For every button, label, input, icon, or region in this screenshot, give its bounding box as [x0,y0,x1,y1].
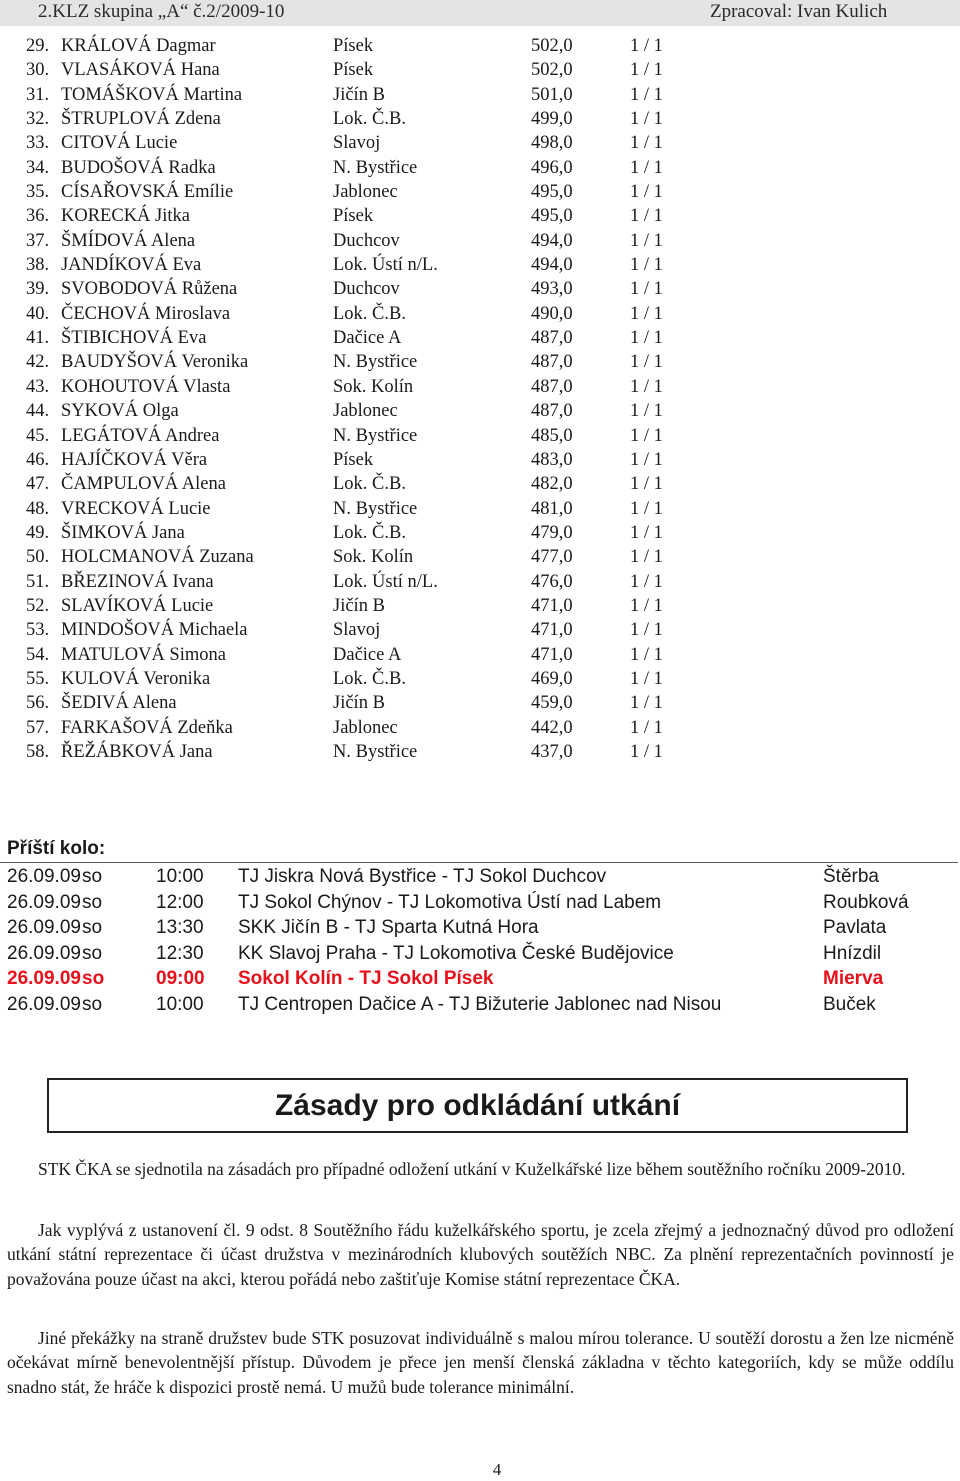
player-name: ČAMPULOVÁ Alena [61,474,226,495]
header-left: 2.KLZ skupina „A“ č.2/2009-10 [38,1,285,22]
player-score: 495,0 [531,182,573,203]
player-name: ŠTRUPLOVÁ Zdena [61,109,221,130]
rules-paragraph-2 [7,1218,954,1291]
player-rank: 48. [26,498,50,519]
match-day: so [82,993,103,1015]
match-date: 26.09.09 [7,968,81,990]
player-score: 471,0 [531,620,573,641]
player-club: Dačice A [333,328,402,349]
player-name: JANDÍKOVÁ Eva [61,255,202,276]
player-name: ŠEDIVÁ Alena [61,693,177,714]
player-club: Lok. Č.B. [333,474,406,495]
match-teams: Sokol Kolín - TJ Sokol Písek [238,968,494,990]
player-club: Dačice A [333,644,402,665]
match-referee: Roubková [823,891,909,913]
player-ratio: 1 / 1 [630,182,663,203]
player-name: SLAVÍKOVÁ Lucie [61,595,214,616]
player-score: 479,0 [531,522,573,543]
next-round-matches [0,866,958,1020]
player-rank: 52. [26,595,50,616]
player-row [0,669,720,693]
player-row [0,158,720,182]
player-ratio: 1 / 1 [630,206,663,227]
player-score: 494,0 [531,255,573,276]
player-rank: 38. [26,255,50,276]
player-name: ŠTIBICHOVÁ Eva [61,328,207,349]
player-ratio: 1 / 1 [630,133,663,154]
player-name: ČECHOVÁ Miroslava [61,303,231,324]
player-row [0,255,720,279]
player-name: ŘEŽÁBKOVÁ Jana [61,741,213,762]
player-row [0,450,720,474]
match-referee: Hnízdil [823,942,882,964]
player-row [0,547,720,571]
player-name: BUDOŠOVÁ Radka [61,157,216,178]
player-score: 459,0 [531,693,573,714]
player-row [0,133,720,157]
player-ratio: 1 / 1 [630,595,663,616]
player-club: Duchcov [333,230,400,251]
player-name: CÍSAŘOVSKÁ Emílie [61,182,234,203]
player-name: SYKOVÁ Olga [61,401,179,422]
player-results-list [0,36,720,766]
player-name: VLASÁKOVÁ Hana [61,60,220,81]
player-club: Písek [333,36,374,56]
player-ratio: 1 / 1 [630,401,663,422]
player-name: MINDOŠOVÁ Michaela [61,620,248,641]
match-day: so [82,866,103,887]
player-name: MATULOVÁ Simona [61,644,226,665]
match-referee: Pavlata [823,917,887,939]
player-club: Lok. Ústí n/L. [333,255,438,276]
rules-paragraph-2-text: Jak vyplývá z ustanovení čl. 9 odst. 8 Soutěžního řádu kuželkářského sportu, je zcela zřejmý a jednoznačný důvod pro odložení utkání státní reprezentace či účast družstva v mezinárodních klubových soutěžích NBC. Za plnění reprezentačních povinností je považována pouze účast na akci, kterou pořádá nebo zaštiťuje Komise státní reprezentace ČKA. [7,1220,954,1289]
player-club: Lok. Č.B. [333,668,406,689]
player-rank: 34. [26,157,50,178]
player-row [0,231,720,255]
player-row [0,352,720,376]
page-number: 4 [492,1460,502,1479]
player-name: TOMÁŠKOVÁ Martina [61,84,243,105]
player-ratio: 1 / 1 [630,279,663,300]
player-rank: 33. [26,133,50,154]
player-row [0,474,720,498]
player-name: ŠIMKOVÁ Jana [61,522,185,543]
player-ratio: 1 / 1 [630,157,663,178]
page-header [0,0,960,26]
player-row [0,718,720,742]
match-row [0,892,958,918]
player-row [0,572,720,596]
match-row [0,943,958,969]
player-rank: 49. [26,522,50,543]
player-rank: 40. [26,303,50,324]
player-ratio: 1 / 1 [630,547,663,568]
player-club: N. Bystřice [333,741,418,762]
player-rank: 53. [26,620,50,641]
match-referee: Buček [823,993,876,1015]
player-name: BŘEZINOVÁ Ivana [61,571,214,592]
player-club: N. Bystřice [333,157,418,178]
player-row [0,499,720,523]
player-score: 483,0 [531,449,573,470]
player-rank: 39. [26,279,50,300]
player-name: LEGÁTOVÁ Andrea [61,425,220,446]
player-rank: 56. [26,693,50,714]
player-score: 502,0 [531,36,573,56]
player-rank: 54. [26,644,50,665]
player-club: Lok. Č.B. [333,303,406,324]
player-row [0,523,720,547]
player-rank: 30. [26,60,50,81]
match-time: 12:30 [156,942,204,964]
player-score: 496,0 [531,157,573,178]
player-club: N. Bystřice [333,498,418,519]
player-club: Duchcov [333,279,400,300]
player-ratio: 1 / 1 [630,741,663,762]
player-score: 476,0 [531,571,573,592]
player-score: 482,0 [531,474,573,495]
player-name: HAJÍČKOVÁ Věra [61,449,208,470]
player-ratio: 1 / 1 [630,230,663,251]
player-name: CITOVÁ Lucie [61,133,178,154]
player-rank: 41. [26,328,50,349]
player-score: 490,0 [531,303,573,324]
player-ratio: 1 / 1 [630,352,663,373]
player-ratio: 1 / 1 [630,693,663,714]
player-club: Lok. Č.B. [333,522,406,543]
match-teams: SKK Jičín B - TJ Sparta Kutná Hora [238,917,539,939]
player-ratio: 1 / 1 [630,717,663,738]
player-score: 493,0 [531,279,573,300]
player-name: VRECKOVÁ Lucie [61,498,211,519]
player-row [0,36,720,60]
rules-paragraph-1 [7,1157,954,1181]
player-rank: 47. [26,474,50,495]
next-round-title: Příští kolo: [7,838,106,859]
player-club: Jablonec [333,182,398,203]
player-name: KORECKÁ Jitka [61,206,190,227]
player-club: Sok. Kolín [333,547,414,568]
player-club: Písek [333,60,374,81]
match-day: so [82,968,105,990]
player-name: KOHOUTOVÁ Vlasta [61,376,231,397]
player-row [0,182,720,206]
match-referee: Mierva [823,968,884,990]
player-score: 487,0 [531,328,573,349]
player-score: 499,0 [531,109,573,130]
player-ratio: 1 / 1 [630,255,663,276]
player-name: HOLCMANOVÁ Zuzana [61,547,254,568]
match-date: 26.09.09 [7,917,81,939]
player-score: 471,0 [531,644,573,665]
match-time: 09:00 [156,968,205,990]
match-time: 10:00 [156,993,204,1015]
rules-paragraph-3-text: Jiné překážky na straně družstev bude STK posuzovat individuálně s malou mírou tolerance. U soutěží dorostu a žen lze nicméně očekávat mírně benevolentnější přístup. Důvodem je přece jen menší členská základna v těchto kategoriích, kdy se může oddílu snadno stát, že hráče k dispozici prostě nemá. U mužů bude tolerance minimální. [7,1328,954,1397]
player-rank: 51. [26,571,50,592]
player-row [0,693,720,717]
match-referee: Štěrba [823,866,879,887]
player-score: 487,0 [531,352,573,373]
player-rank: 46. [26,449,50,470]
player-rank: 44. [26,401,50,422]
rules-paragraph-1-text: STK ČKA se sjednotila na zásadách pro případné odložení utkání v Kuželkářské lize během soutěžního ročníku 2009-2010. [38,1159,906,1179]
player-row [0,377,720,401]
player-club: Lok. Ústí n/L. [333,571,438,592]
match-date: 26.09.09 [7,891,81,913]
player-ratio: 1 / 1 [630,644,663,665]
player-score: 481,0 [531,498,573,519]
player-name: FARKAŠOVÁ Zdeňka [61,717,233,738]
player-row [0,596,720,620]
player-score: 477,0 [531,547,573,568]
player-rank: 36. [26,206,50,227]
match-row [0,866,958,892]
player-club: N. Bystřice [333,425,418,446]
player-club: Slavoj [333,133,381,154]
match-teams: KK Slavoj Praha - TJ Lokomotiva České Budějovice [238,942,674,964]
player-rank: 50. [26,547,50,568]
match-time: 13:30 [156,917,204,939]
player-rank: 29. [26,36,50,56]
player-rank: 43. [26,376,50,397]
player-club: Jičín B [333,693,385,714]
player-score: 487,0 [531,401,573,422]
match-teams: TJ Centropen Dačice A - TJ Bižuterie Jablonec nad Nisou [238,993,722,1015]
player-ratio: 1 / 1 [630,449,663,470]
player-score: 485,0 [531,425,573,446]
player-ratio: 1 / 1 [630,620,663,641]
player-rank: 35. [26,182,50,203]
match-date: 26.09.09 [7,993,81,1015]
player-score: 487,0 [531,376,573,397]
player-ratio: 1 / 1 [630,84,663,105]
player-club: Jablonec [333,717,398,738]
player-name: ŠMÍDOVÁ Alena [61,230,196,251]
match-teams: TJ Sokol Chýnov - TJ Lokomotiva Ústí nad Labem [238,891,662,913]
player-club: Slavoj [333,620,381,641]
player-ratio: 1 / 1 [630,36,663,56]
player-row [0,620,720,644]
player-ratio: 1 / 1 [630,109,663,130]
player-club: Jičín B [333,595,385,616]
player-rank: 45. [26,425,50,446]
header-right: Zpracoval: Ivan Kulich [710,1,888,22]
player-ratio: 1 / 1 [630,60,663,81]
player-score: 442,0 [531,717,573,738]
player-rank: 58. [26,741,50,762]
player-club: Sok. Kolín [333,376,414,397]
player-score: 437,0 [531,741,573,762]
player-name: KRÁLOVÁ Dagmar [61,36,216,56]
player-ratio: 1 / 1 [630,498,663,519]
player-row [0,206,720,230]
player-name: BAUDYŠOVÁ Veronika [61,352,249,373]
match-teams: TJ Jiskra Nová Bystřice - TJ Sokol Duchcov [238,866,607,887]
rules-heading: Zásady pro odkládání utkání [274,1088,681,1122]
player-score: 498,0 [531,133,573,154]
player-rank: 31. [26,84,50,105]
match-row [0,968,958,994]
player-row [0,60,720,84]
match-row [0,917,958,943]
match-row [0,994,958,1020]
player-score: 502,0 [531,60,573,81]
player-club: N. Bystřice [333,352,418,373]
player-rank: 55. [26,668,50,689]
player-club: Písek [333,449,374,470]
player-name: KULOVÁ Veronika [61,668,211,689]
player-club: Písek [333,206,374,227]
player-row [0,328,720,352]
match-time: 12:00 [156,891,204,913]
player-row [0,645,720,669]
player-ratio: 1 / 1 [630,425,663,446]
player-club: Jičín B [333,84,385,105]
next-round-divider [0,862,958,863]
player-score: 469,0 [531,668,573,689]
match-date: 26.09.09 [7,942,81,964]
player-row [0,401,720,425]
player-ratio: 1 / 1 [630,571,663,592]
match-date: 26.09.09 [7,866,81,887]
player-score: 495,0 [531,206,573,227]
player-ratio: 1 / 1 [630,328,663,349]
player-row [0,279,720,303]
player-rank: 37. [26,230,50,251]
match-day: so [82,891,103,913]
player-row [0,426,720,450]
player-club: Lok. Č.B. [333,109,406,130]
match-day: so [82,942,103,964]
player-score: 471,0 [531,595,573,616]
player-row [0,304,720,328]
player-row [0,85,720,109]
player-ratio: 1 / 1 [630,303,663,324]
player-row [0,109,720,133]
rules-heading-box [47,1078,908,1133]
player-ratio: 1 / 1 [630,474,663,495]
player-score: 494,0 [531,230,573,251]
rules-paragraph-3 [7,1326,954,1399]
player-rank: 57. [26,717,50,738]
player-ratio: 1 / 1 [630,376,663,397]
player-row [0,742,720,766]
player-ratio: 1 / 1 [630,668,663,689]
player-ratio: 1 / 1 [630,522,663,543]
player-name: SVOBODOVÁ Růžena [61,279,238,300]
player-rank: 42. [26,352,50,373]
match-time: 10:00 [156,866,204,887]
match-day: so [82,917,103,939]
player-rank: 32. [26,109,50,130]
player-score: 501,0 [531,84,573,105]
player-club: Jablonec [333,401,398,422]
